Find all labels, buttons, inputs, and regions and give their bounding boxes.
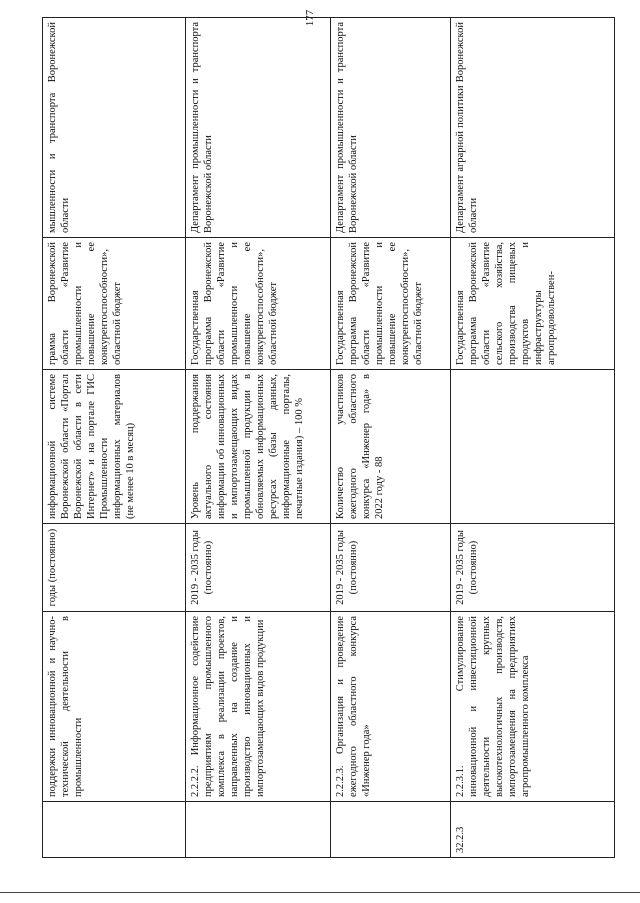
cell-code: [43, 802, 186, 858]
table-row: [451, 18, 615, 858]
table-row: [43, 18, 186, 858]
cell-executor: Департамент аграрной политики Воронежской области: [451, 18, 615, 238]
cell-period: годы (постоянно): [43, 524, 186, 612]
cell-indicator: Уровень поддержания актуального состояния информации об инновационных и импортозамещающих видах промышленной продукции в обновляемых информационных ресурсах (базы данных, информационные порталы, печатные издания) – 100 %: [186, 370, 331, 524]
table-row: [186, 18, 331, 858]
cell-measure: 2.2.2.3. Организация и проведение ежегодного областного конкурса «Инженер года»: [331, 612, 451, 802]
page-number: 177: [304, 9, 316, 27]
cell-executor: мышленности и транспорта Воронежской области: [43, 18, 186, 238]
cell-measure: 2.2.2.2. Информационное содействие предприятиям промышленного комплекса в реализации проектов, направленных на создание и производство инновационных и импортозамещающих видов продукции: [186, 612, 331, 802]
cell-source: Государственная программа Воронежской области «Развитие промышленности и повышение ее конкурентоспособности», областной бюджет: [331, 238, 451, 370]
cell-source: грамма Воронежской области «Развитие промышленности и повышение ее конкурентоспособности», областной бюджет: [43, 238, 186, 370]
cell-indicator: [451, 370, 615, 524]
cell-indicator: информационной системе Воронежской области «Портал Воронежской области в сети Интернет» и на портале ГИС Промышленности информационных материалов (не менее 10 в месяц): [43, 370, 186, 524]
cell-executor: Департамент промышленности и транспорта Воронежской области: [331, 18, 451, 238]
cell-period: 2019 - 2035 годы (постоянно): [186, 524, 331, 612]
table-row: [331, 18, 451, 858]
cell-indicator: Количество участников ежегодного областного конкурса «Инженер года» в 2022 году - 88: [331, 370, 451, 524]
cell-measure: поддержки инновационной и научно-технической деятельности в промышленности: [43, 612, 186, 802]
cell-period: 2019 - 2035 годы (постоянно): [451, 524, 615, 612]
cell-executor: Департамент промышленности и транспорта Воронежской области: [186, 18, 331, 238]
cell-measure: 2.2.3.1. Стимулирование инновационной и инвестиционной деятельности крупных высокотехнологичных производств, импортозамещения на предприятиях агропромышленного комплекса: [451, 612, 615, 802]
page-bottom-rule: [0, 892, 640, 893]
cell-period: 2019 - 2035 годы (постоянно): [331, 524, 451, 612]
rotated-table-container: [42, 18, 614, 858]
cell-code: [331, 802, 451, 858]
cell-code: [186, 802, 331, 858]
cell-source: Государственная программа Воронежской области «Развитие промышленности и повышение ее конкурентоспособности», областной бюджет: [186, 238, 331, 370]
cell-source: Государственная программа Воронежской области «Развитие сельского хозяйства, производства пищевых продуктов и инфраструктуры агропродовольствен-: [451, 238, 615, 370]
cell-code: 32.2.3: [451, 802, 615, 858]
measures-table: [42, 17, 615, 858]
